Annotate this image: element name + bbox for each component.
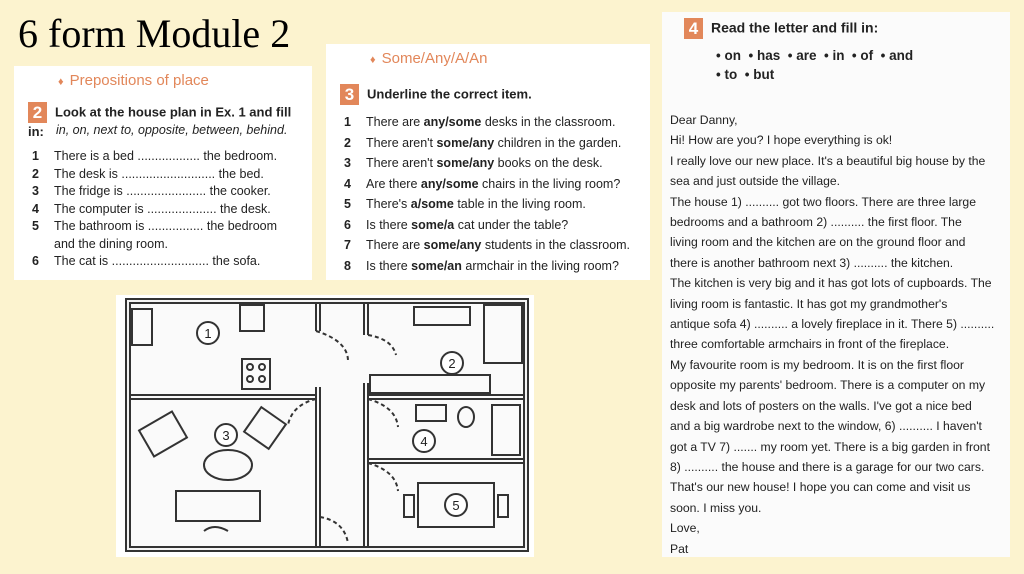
item-start: There's [366, 197, 411, 211]
item-number: 1 [32, 149, 39, 163]
item-text [366, 194, 586, 215]
item-options[interactable]: some/a [411, 217, 455, 232]
some-any-card [326, 44, 650, 280]
item-end: the sofa. [208, 254, 261, 268]
item-blank[interactable]: ....................... [126, 184, 207, 198]
item-end: the cooker. [206, 184, 271, 198]
exercise-item [344, 194, 646, 215]
letter-line: Love, [670, 521, 700, 536]
item-text [54, 218, 277, 236]
exercise-item [32, 253, 306, 271]
letter-line: three comfortable armchairs in front of the fireplace. [670, 337, 950, 352]
item-number: 6 [344, 217, 351, 232]
item-start: There is a bed [54, 149, 138, 163]
item-text [366, 215, 568, 236]
item-number: 4 [344, 176, 351, 191]
house-plan [116, 295, 534, 557]
letter-line: Hi! How are you? I hope everything is ok! [670, 133, 893, 148]
word-options: • to • but [716, 67, 775, 82]
item-number: 6 [32, 254, 39, 268]
item-text [366, 153, 603, 174]
item-text [366, 133, 621, 154]
item-number: 5 [344, 197, 351, 211]
exercise-instruction: Read the letter and fill in: [711, 19, 879, 36]
item-options[interactable]: some/any [436, 135, 495, 150]
item-end: table in the living room. [453, 197, 586, 211]
item-start: The computer is [54, 201, 148, 216]
letter-line: there is another bathroom next 3) .......... the kitchen. [670, 255, 954, 270]
exercise-item [344, 153, 646, 174]
item-end: the bedroom [203, 219, 278, 233]
item-text [54, 183, 271, 201]
item-end: cat under the table? [454, 217, 569, 232]
item-end: armchair in the living room? [461, 258, 619, 273]
item-start: The fridge is [54, 184, 127, 198]
item-text [54, 201, 271, 219]
word-list: in, on, next to, opposite, between, behind. [56, 123, 288, 137]
item-text [366, 112, 615, 133]
item-number: 8 [344, 258, 351, 273]
letter-card [662, 12, 1010, 557]
exercise-item [32, 148, 306, 166]
item-number: 7 [344, 238, 351, 252]
item-number: 3 [344, 156, 351, 170]
exercise-item [344, 112, 646, 133]
section-title: Some/Any/A/An [381, 50, 488, 67]
letter-line: Pat [670, 541, 689, 556]
room-label: 1 [204, 326, 212, 341]
item-start: Is there [366, 258, 412, 273]
letter-line: My favourite room is my bedroom. It is on the first floor [670, 357, 964, 372]
item-end: the bed. [215, 166, 264, 181]
item-number: 1 [344, 115, 351, 129]
item-start: There aren't [366, 135, 437, 150]
item-end: books on the desk. [494, 156, 603, 170]
exercise-item [32, 166, 306, 184]
item-number: 2 [344, 135, 351, 150]
item-end: the bedroom. [199, 149, 278, 163]
item-start: There are [366, 115, 424, 129]
exercise-number: 3 [340, 84, 359, 105]
letter-line: living room and the kitchen are on the ground floor and [670, 235, 966, 250]
letter-line: The kitchen is very big and it has got lots of cupboards. The [670, 276, 992, 291]
item-text [54, 253, 260, 271]
room-label: 2 [448, 356, 456, 371]
letter-line: 8) .......... the house and there is a garage for our two cars. [670, 459, 985, 474]
exercise-items [344, 112, 646, 276]
exercise-item [32, 201, 306, 219]
floor-plan-drawing [116, 295, 534, 557]
page-title: 6 form Module 2 [18, 11, 291, 56]
item-number: 5 [32, 219, 39, 233]
exercise-instruction: Underline the correct item. [367, 86, 532, 102]
exercise-items [32, 148, 306, 271]
item-number: 3 [32, 184, 39, 198]
letter-line: opposite my parents' bedroom. There is a computer on my [670, 378, 986, 393]
exercise-instruction: Look at the house plan in Ex. 1 and fill in: [28, 104, 292, 139]
exercise-number: 2 [28, 102, 47, 123]
exercise-item [32, 236, 306, 254]
item-blank[interactable]: ................ [147, 219, 204, 233]
item-start: Is there [366, 217, 412, 232]
item-end: the desk. [216, 201, 271, 216]
item-options[interactable]: some/any [423, 238, 482, 252]
item-blank[interactable]: .................. [137, 149, 200, 163]
item-number: 4 [32, 201, 39, 216]
diamond-icon: ♦ [370, 54, 376, 66]
exercise-item [344, 256, 646, 277]
item-end: students in the classroom. [481, 238, 631, 252]
item-end: desks in the classroom. [481, 115, 616, 129]
letter-line: sea and just outside the village. [670, 174, 841, 189]
letter-line: The house 1) .......... got two floors. There are three large [670, 194, 976, 209]
item-start: Are there [366, 176, 421, 191]
letter-line: Dear Danny, [670, 113, 738, 127]
item-blank[interactable]: ........................... [121, 166, 216, 181]
letter-line: That's our new house! I hope you can come and visit us [670, 480, 971, 495]
letter-line: bedrooms and a bathroom 2) .......... the first floor. The [670, 215, 962, 230]
exercise-item [32, 218, 306, 236]
exercise-item [32, 183, 306, 201]
item-options[interactable]: a/some [410, 197, 454, 211]
item-end: children in the garden. [494, 135, 622, 150]
item-blank[interactable]: .................... [147, 201, 217, 216]
item-start: The bathroom is [54, 219, 148, 233]
item-options[interactable]: some/any [436, 156, 495, 170]
item-options[interactable]: any/some [420, 176, 479, 191]
exercise-item [344, 174, 646, 195]
letter-line: living room is fantastic. It has got my grandmother's [670, 296, 948, 311]
item-start: The cat is [54, 254, 112, 268]
item-number: 2 [32, 166, 39, 181]
letter-line: soon. I miss you. [670, 500, 762, 515]
item-text [366, 256, 619, 277]
item-start: The desk is [54, 166, 122, 181]
item-options[interactable]: any/some [423, 115, 482, 129]
item-text [366, 235, 630, 256]
letter-body [670, 110, 1006, 559]
item-number [32, 236, 54, 254]
letter-line: antique sofa 4) .......... a lovely fireplace in it. There 5) .......... [670, 317, 995, 332]
room-label: 5 [452, 498, 460, 513]
section-title: Prepositions of place [69, 72, 209, 89]
item-text [54, 236, 168, 254]
diamond-icon: ♦ [58, 76, 64, 88]
exercise-number: 4 [684, 18, 703, 39]
item-options[interactable]: some/an [411, 258, 462, 273]
item-blank[interactable]: ............................ [111, 254, 209, 268]
prepositions-card [14, 66, 312, 280]
letter-line: and a big wardrobe next to the window, 6) .......... I haven't [670, 419, 982, 434]
exercise-item [344, 215, 646, 236]
item-text [54, 148, 277, 166]
item-text [54, 166, 264, 184]
item-text [366, 174, 620, 195]
item-end: chairs in the living room? [478, 176, 621, 191]
item-start: There are [366, 238, 424, 252]
item-start: There aren't [366, 156, 437, 170]
letter-line: I really love our new place. It's a beautiful big house by the [670, 153, 986, 168]
letter-line: got a TV 7) ....... my room yet. There is a big garden in front [670, 439, 990, 454]
exercise-item [344, 133, 646, 154]
room-label: 3 [222, 428, 230, 443]
word-options: • on • has • are • in • of • and [716, 48, 914, 63]
room-label: 4 [420, 434, 428, 449]
exercise-item [344, 235, 646, 256]
item-start: and the dining room. [54, 236, 168, 251]
letter-line: desk and lots of posters on the walls. I've got a nice bed [670, 398, 972, 413]
